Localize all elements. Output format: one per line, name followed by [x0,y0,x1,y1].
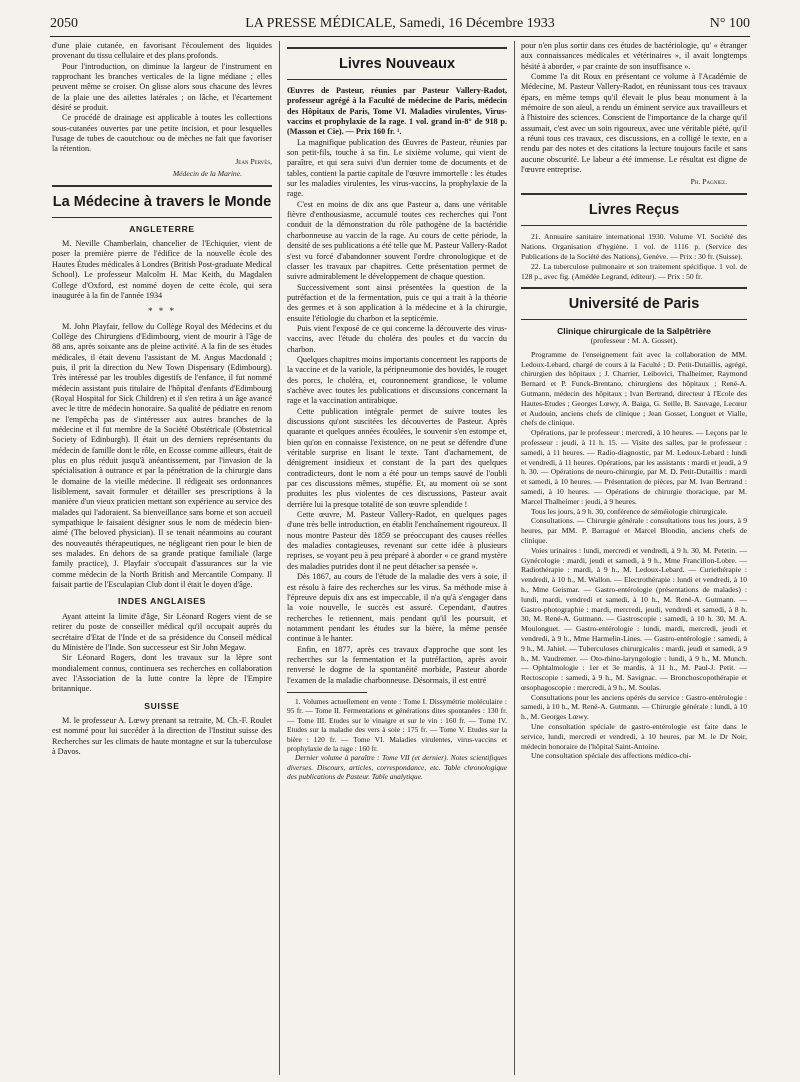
section-rule [521,287,747,289]
book-reference: Œuvres de Pasteur, réunies par Pasteur Vallery-Radot, professeur agrégé à la Faculté de médecine de Paris, médecin des Hôpitaux de Paris, Tome VI. Maladies virulentes, Virus-vaccins et prophylaxie de la rage. 1 vol. grand in-8° de 918 p. (Masson et Cie). — Prix 160 fr. ¹. [287,86,507,137]
paragraph: pour n'en plus sortir dans ces études de bactériologie, qu' « étranger aux connaissances médicales et vétérinaires », il avait longtemps hésité à aborder, « par crainte de son insuffisance ». [521,41,747,71]
paragraph: Pour l'introduction, on diminue la largeur de l'instrument en rapprochant les branches verticales de la ligne médiane ; elles peuvent même se croiser. On glisse alors sous chacune des lèvres de la plaie une des ailettes latérales ; on lâche, et l'écartement désiré se produit. [52,61,272,113]
paragraph: Une consultation spéciale de gastro-entérologie est faite dans le service, lundi, mercredi et vendredi, à 10 heures, par M. le Dr Noir, médecin honoraire de l'hôpital Saint-Antoine. [521,722,747,751]
paragraph: Comme l'a dit Roux en présentant ce volume à l'Académie de Médecine, M. Pasteur Vallery-Radot, en réunissant tous ces travaux épars, en même temps qu'il élevait le plus beau monument à la mémoire de son aïeul, a rendu un éminent service aux travailleurs et à l'histoire des sciences. Conscient de l'importance de la charge qu'il assumait, c'est avec un soin rigoureux, avec une véritable piété, qu'il a réuni tous ces travaux, ces discussions, en a colligé le texte, en a rendu par des notes et des citations la lecture toujours facile et sans aucune obscurité. Le labeur a été immense. Le résultat est digne de l'œuvre entreprise. [521,72,747,175]
paragraph: Opérations, par le professeur : mercredi, à 10 heures. — Leçons par le professeur : jeudi, à 11 h. 15. — Visite des salles, par le professeur : samedi, à 11 heures. — Radio-diagnostic, par M. Ledoux-Lebard : lundi et vendredi, à 11 heures. Opérations, par les assistants : mardi et jeudi, à 9 h. 30. — Opérations de neuro-chirurgie, par M. D. Petit-Dutaillis : mardi et samedi, à 10 heures. — Présentation de pièces, par M. Ivan Bertrand : samedi, à 10 heures. — Opérations de chirurgie thoracique, par M. Marcel Thalheimer : jeudi, à 9 heures. [521,428,747,506]
country-heading: SUISSE [144,700,180,711]
column-divider [279,41,280,1075]
paragraph: Consultations pour les anciens opérés du service : Gastro-entérologie : samedi, à 10 h., M. René-A. Gutmann. — Chirurgie générale : lundi, à 10 h., M. Georges Lœwy. [521,692,747,722]
country-heading: ANGLETERRE [129,223,195,234]
footnote: Dernier volume à paraître : Tome VII (et dernier). Notes scientifiques diverses. Discours, articles, correspondance, etc. Table chronologique des publications de Pasteur. Table analytique. [287,753,507,782]
section-rule [287,47,507,49]
section-rule [287,79,507,80]
paragraph: Programme de l'enseignement fait avec la collaboration de MM. Ledoux-Lebard, chargé de cours à la Faculté ; D. Petit-Dutaillis, agrégé, chirurgien des hôpitaux ; J. Charrier, Leibovici, Thalheimer, Raymond Bernard et P. Funck-Brentano, chirurgiens des hôpitaux ; René-A. Gutmann, médecin des hôpitaux ; Ivan Bertrand, directeur à l'Ecole des Hautes-Etudes ; Georges Lœwy, A. Baiga, G. Seille, B. Sauvage, Lecœur et Audouin, anciens chefs de clinique ; Jean Gosset, Longuet et Vialle, chefs de clinique. [521,349,747,428]
paragraph: C'est en moins de dix ans que Pasteur a, dans une véritable fièvre d'enthousiasme, accumulé toutes ces recherches qui l'ont conduit de la démonstration du rôle pathogène de la bactéridie charbonneuse au vaccin de la rage. Au cours de cette période, la densité de ses publications a été telle que M. Pasteur Vallery-Radot s'est vu forcé d'abandonner souvent l'ordre chronologique et de classer les travaux par chapitres. Cette présentation permet de suivre admirablement le développement de chaque question. [287,199,507,282]
section-rule [52,217,272,218]
paragraph: Successivement sont ainsi présentées la question de la putréfaction et de la fermentation, puis ce qui a trait à la théorie des germes et à son application à la médecine et à la chirurgie, ensuite l'étiologie du charbon et la septicémie. [287,282,507,323]
clinic-schedule [521,350,747,761]
section-heading: Livres Reçus [588,202,680,219]
paragraph: Ce procédé de drainage est applicable à toutes les collections sous-cutanées ouvertes par une petite incision, et pour lesquelles l'usage de tubes de caoutchouc ou de mèches ne fait que favoriser la rétention. [52,113,272,154]
paragraph: Quelques chapitres moins importants concernent les rapports de la vaccine et de la variole, la péripneumonie des bovidés, le rouget des porcs, le choléra, et, couronnement grandiose, le volume s'achève avec toutes les publications et discussions concernant la rage et la vaccination antirabique. [287,354,507,406]
paragraph: Cette publication intégrale permet de suivre toutes les discussions qu'ont suscitées les découvertes de Pasteur. Après quarante et quelques années écoulées, le souvenir s'en estompe et, bien qu'on en connaisse l'existence, on ne peut se défendre d'une véritable surprise en lisant le texte. Tant d'acharnement, de dénigrement insidieux et constant de la part des quelques contradicteurs, dont le nom a été pour un temps sauvé de l'oubli par ces discussions mêmes, stupéfie. Et, au moment où se sont produites les plus violentes de ces discussions, Pasteur avait derrière lui la presque totalité de son œuvre splendide ! [287,406,507,509]
paragraph: M. le professeur A. Lœwy prenant sa retraite, M. Ch.-F. Roulet est nommé pour lui succéder à la direction de l'Institut suisse des Recherches sur les climats de haute montagne et sur la tuberculose à Davos. [52,715,272,756]
footnote-rule [287,692,367,693]
book-entry: 22. La tuberculose pulmonaire et son traitement spécifique. 1 vol. de 128 p., avec fig. (Amédée Legrand, éditeur). — Prix : 50 fr. [521,261,747,281]
paragraph: d'une plaie cutanée, en favorisant l'écoulement des liquides provenant du tissu cellulaire et des plans profonds. [52,41,272,61]
book-entry: 21. Annuaire sanitaire international 1930. Volume VI. Société des Nations. Organisation d'hygiène. 1 vol. de 1116 p. (Service des Publications de la Société des Nations), Genève. — Prix : 30 fr. (Suisse). [521,232,747,262]
paragraph: M. John Playfair, fellow du Collège Royal des Médecins et du Collège des Chirurgiens d'Edimbourg, vient de mourir à l'âge de 88 ans, après soixante ans de pleine activité. A la fin de ses études médicales, il était devenu l'assistant de M. Angus Macdonald ; puis, il prit la direction du New Town Dispensary (Edimbourg). Très intéressé par les troubles digestifs de l'enfance, il fut nommé médecin assistant puis titulaire de l'hôpital d'enfants d'Edimbourg (Royal Hospital for Sick Children) et il s'en retira à un âge avancé avec le titre de médecin honoraire. Sa qualité de pédiatre en renom ne l'empêcha pas de s'intéresser aux autres branches de la médecine et il fut membre de la Société Obstétricale (Obstetrical Society of Edinburgh). Il était un des derniers représentants du médecin de famille dont le rôle, en Ecosse comme ailleurs, était de plus en plus réduit jusqu'à anéantissement, par l'invasion de la spécialisation à outrance et par la pénétration de la chirurgie dans le domaine de la vieille médecine. Il rédigeait ses ordonnances lisiblement, savait formuler et détailler ses prescriptions à la manière d'un vieux praticien mettant son expérience au service des malades qui l'adoraient. Sa bienveillance sans borne et son accueil sympathique le faisaient désigner sous le nom de médecin bien-aimé (The beloved physician). Il se tenait néanmoins au courant des nouveautés thérapeutiques, ne négligeant rien pour le bien de ses malades. En dehors de sa grande pratique familiale (large family practice), J. Playfair s'occupait d'assurances sur la vie comme médecin de la North British and Mercantile Company. Il faisait partie de l'Esculapian Club dont il était le doyen d'âge. [52,321,272,590]
page-number: 2050 [50,16,78,31]
footnotes [287,697,507,782]
clinic-professor: (professeur : M. A. Gosset). [590,336,678,346]
section-heading: Université de Paris [568,296,700,313]
masthead [50,14,750,34]
paragraph: Enfin, en 1877, après ces travaux d'approche que sont les recherches sur la fermentation et la putréfaction, après avoir renversé le dogme de la spontanéité morbide, Pasteur aborde l'examen de la maladie charbonneuse. Désormais, il est entré [287,644,507,685]
paragraph: Cette œuvre, M. Pasteur Vallery-Radot, en quelques pages d'une très belle introduction, en établit l'enchaînement rigoureux. Il nous montre Pasteur dès 1859 se préoccupant des causes réelles des maladies contagieuses, revenant sur cette idée à plusieurs reprises, se voyant peu à peu préparé à aborder « ce grand mystère des maladies putrides dont il ne peut détacher sa pensée ». [287,510,507,571]
paragraph: Voies urinaires : lundi, mercredi et vendredi, à 9 h. 30, M. Petetin. — Gynécologie : mardi, jeudi et samedi, à 9 h., Mme Francillon-Lobre. — Radiothérapie : mardi, à 9 h., M. Ledoux-Lebard. — Curiethérapie : vendredi, à 10 h., M. Wallon. — Electrothérapie : lundi et vendredi, à 10 h., Mme Geismar. — Gastro-entérologie (présentations de malades) : lundi, mardi, vendredi et samedi, à 10 h., M. René-A. Gutmann. — Gastro-photographie : mardi, mercredi, jeudi, vendredi et samedi, à 8 h. 30, M. René-A. Gutmann. — Gastroscopie : samedi, à 10 h. 30, M. A. Moulonguet. — Gastro-entérologie : lundi, mardi, mercredi, jeudi et vendredi, à 9 h., Mme Harmelin-Lines. — Gastro-entérologie : samedi, à 9 h., M. Jahiel. — Tuberculoses chirurgicales : mardi, jeudi et samedi, à 9 h., M. Vaudremer. — Oto-rhino-laryngologie : lundi, à 9 h., M. Munch. — Ophtalmologie : 1er et 3e mardis, à 11 h., M. Paul-J. Petit. — Rectoscopie : samedi, à 9 h., M. Savignac. — Bronchoscopothérapie et œsophagoscopie : mercredi, à 9 h., M. Soulas. [521,545,747,692]
paragraph: Sir Léonard Rogers, dont les travaux sur la lèpre sont mondialement connus, continuera ses recherches en collaboration avec l'Association de la lutte contre la lèpre de l'Empire britannique. [52,653,272,694]
column-3 [521,41,747,1075]
country-heading: INDES ANGLAISES [117,596,207,607]
paragraph: Ayant atteint la limite d'âge, Sir Léonard Rogers vient de se retirer du poste de conseiller médical qu'il occupait auprès du secrétaire d'Etat de l'Inde et de sa présidence du Conseil médical du Ministère de l'Inde. Son successeur est Sir John Megaw. [52,611,272,652]
section-rule [521,319,747,320]
footnote: 1. Volumes actuellement en vente : Tome I. Dissymétrie moléculaire : 95 fr. — Tome II. Fermentations et générations dites spontanées : 130 fr. — Tome III. Etudes sur le vinaigre et sur le vin : 160 fr. — Tome IV. Etudes sur la maladie des vers à soie : 175 fr. — Tome V. Etudes sur la bière : 120 fr. — Tome VI. Maladies virulentes, virus-vaccins et prophylaxie de la rage : 160 fr. [287,696,507,753]
masthead-rule [50,36,750,37]
paragraph: Puis vient l'exposé de ce qui concerne la découverte des virus-vaccins, avec l'étude du choléra des poules et du vaccin du charbon. [287,323,507,354]
column-1 [52,41,272,1075]
paragraph: Tous les jours, à 9 h. 30, conférence de séméiologie chirurgicale. [531,506,728,516]
journal-title: LA PRESSE MÉDICALE, Samedi, 16 Décembre 1933 [245,16,555,31]
section-rule [521,225,747,226]
author-title: Médecin de la Marine. [172,168,242,178]
section-rule [52,185,272,187]
section-rule [521,193,747,195]
paragraph: Dès 1867, au cours de l'étude de la maladie des vers à soie, il est résolu à faire des recherches sur les virus. Sa méthode mise à l'épreuve depuis dix ans est impeccable, il n'a qu'à s'engager dans la voie nouvelle, le succès est assuré. Cependant, d'autres recherches le retiennent, mais pendant qu'il les poursuit, et notamment pendant les études sur la bière, la même pensée continue à le hanter. [287,572,507,644]
separator-stars: * * * [148,306,176,317]
paragraph: M. Neville Chamberlain, chancelier de l'Echiquier, vient de poser la première pierre de l'édifice de la nouvelle école des Hautes Études médicales à Londres (British Post-graduate Medical School). Le professeur Malcolm H. Mac Keith, du Magdalen College d'Oxford, est nommé doyen de cette école, qui sera inaugurée à la fin de l'année 1934 [52,239,272,300]
column-2 [287,41,507,1075]
paragraph: La magnifique publication des Œuvres de Pasteur, réunies par son petit-fils, touche à sa fin. Le sixième volume, qui vient de paraître, et qui sera suivi d'un dernier tome de documents et de tables, contient la partie capitale de l'œuvre immortelle : les études sur les maladies virulentes, les virus-vaccins, la prophylaxie de la rage. [287,137,507,199]
issue-number: N° 100 [709,16,750,31]
paragraph: Consultations. — Chirurgie générale : consultations tous les jours, à 9 heures, par MM. P. Barragué et Marcel Blondin, anciens chefs de clinique. [521,516,747,545]
paragraph: Une consultation spéciale des affections médico-chi- [531,751,692,761]
author-signature: Ph. Pagniez. [690,177,727,187]
section-heading: La Médecine à travers le Monde [52,193,272,210]
column-divider [514,41,515,1075]
author-signature: Jean Pervès, [235,156,272,166]
section-heading: Livres Nouveaux [338,56,456,72]
clinic-heading: Clinique chirurgicale de la Salpêtrière [557,326,711,337]
